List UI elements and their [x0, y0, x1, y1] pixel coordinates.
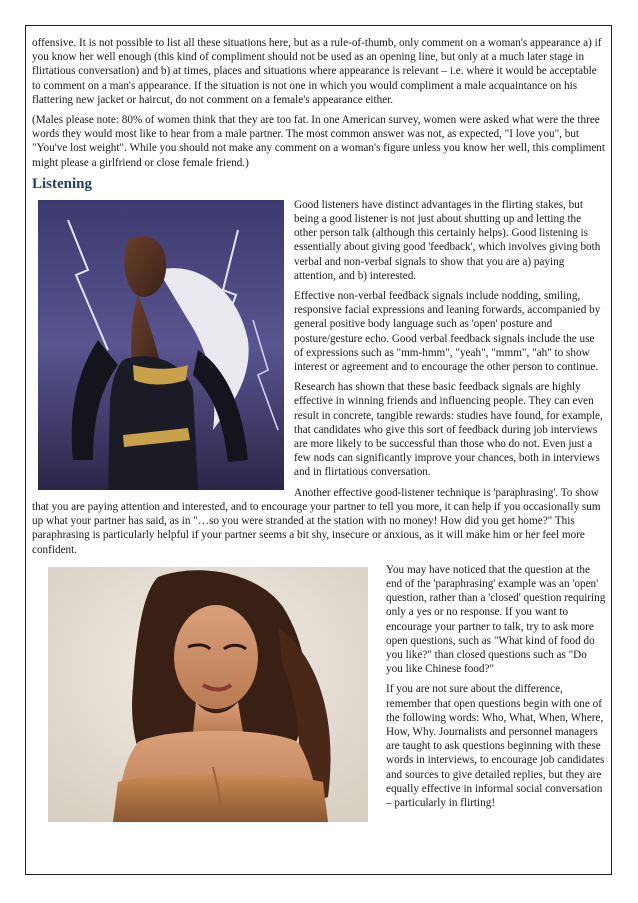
intro-paragraph-2: (Males please note: 80% of women think that they are too fat. In one American survey, women were asked what were the three words they would most like to hear from a male partner. The most common answer was not, as expected, "I love you", but "You've lost weight". While you should not make any comment on a woman's figure unless you know her well, this compliment might please a girlfriend or close female friend.) [32, 114, 605, 169]
section-heading: Listening [32, 175, 93, 192]
intro-paragraph-1: offensive. It is not possible to list all these situations here, but as a rule-of-thumb, only comment on a woman's appearance a) if you know her well enough (this kind of compliment should not be used as an opening line, but only at a much later stage in flirtatious conversation) and b) at times, places and situations where appearance is relevant – i.e. where it would be acceptable to comment on a man's appearance. If the situation is not one in which you would compliment a male acquaintance on his flattering new jacket or haircut, do not comment on a female's appearance either. [32, 37, 602, 106]
storm-illustration-graphic [38, 200, 284, 490]
photo-portrait-woman [48, 567, 368, 822]
listening-paragraph-1: Good listeners have distinct advantages in the flirting stakes, but being a good listener is not just about shutting up and letting the other person talk (although this certainly helps). Good listening is essentially about giving good 'feedback', which involves giving both verbal and non-verbal signals to show that you are a) paying attention, and b) interested. [294, 198, 601, 282]
listening-paragraph-6: If you are not sure about the difference, remember that open questions begin with one of the following words: Who, What, When, Where, How, Why. Journalists and personnel managers are taught to ask questions beginning with these words in interviews, to encourage job candidates and sources to give detailed replies, but they are equally effective in informal social conversation – particularly in flirting! [386, 683, 605, 809]
listening-paragraph-2: Effective non-verbal feedback signals include nodding, smiling, responsive facial expressions and leaning forwards, accompanied by general positive body language such as 'open' posture and posture/gesture echo. Good verbal feedback signals include the use of expressions such as "mm-hmm", "yeah", "mmm", "ah" to show interest or agreement and to encourage the other person to continue. [294, 290, 601, 374]
document-body [32, 36, 606, 822]
listening-paragraph-4: Another effective good-listener technique is 'paraphrasing'. To show that you are paying attention and interested, and to encourage your partner to tell you more, it can help if you occasionally sum up what your partner has said, as in "…so you were stranded at the station with no money! How did you get home?" This paraphrasing is particularly helpful if your partner seems a bit shy, insecure or anxious, as it will make him or her feel more confident. [32, 486, 601, 556]
listening-paragraph-3: Research has shown that these basic feedback signals are highly effective in winning friends and influencing people. They can even result in concrete, tangible rewards: studies have found, for example, that candidates who give this sort of feedback during job interviews are more likely to be successful than those who do not. Even just a few nods can significantly improve your chances, both in interviews and in flirtatious conversation. [294, 381, 603, 479]
portrait-photo-graphic [48, 567, 368, 822]
listening-paragraph-5: You may have noticed that the question at the end of the 'paraphrasing' example was an 'open' question, rather than a 'closed' question requiring only a yes or no response. If you want to encourage your partner to talk, try to ask more open questions, such as "What kind of food do you like?" than closed questions such as "Do you like Chinese food?" [386, 563, 606, 676]
illustration-storm-woman [38, 200, 284, 490]
